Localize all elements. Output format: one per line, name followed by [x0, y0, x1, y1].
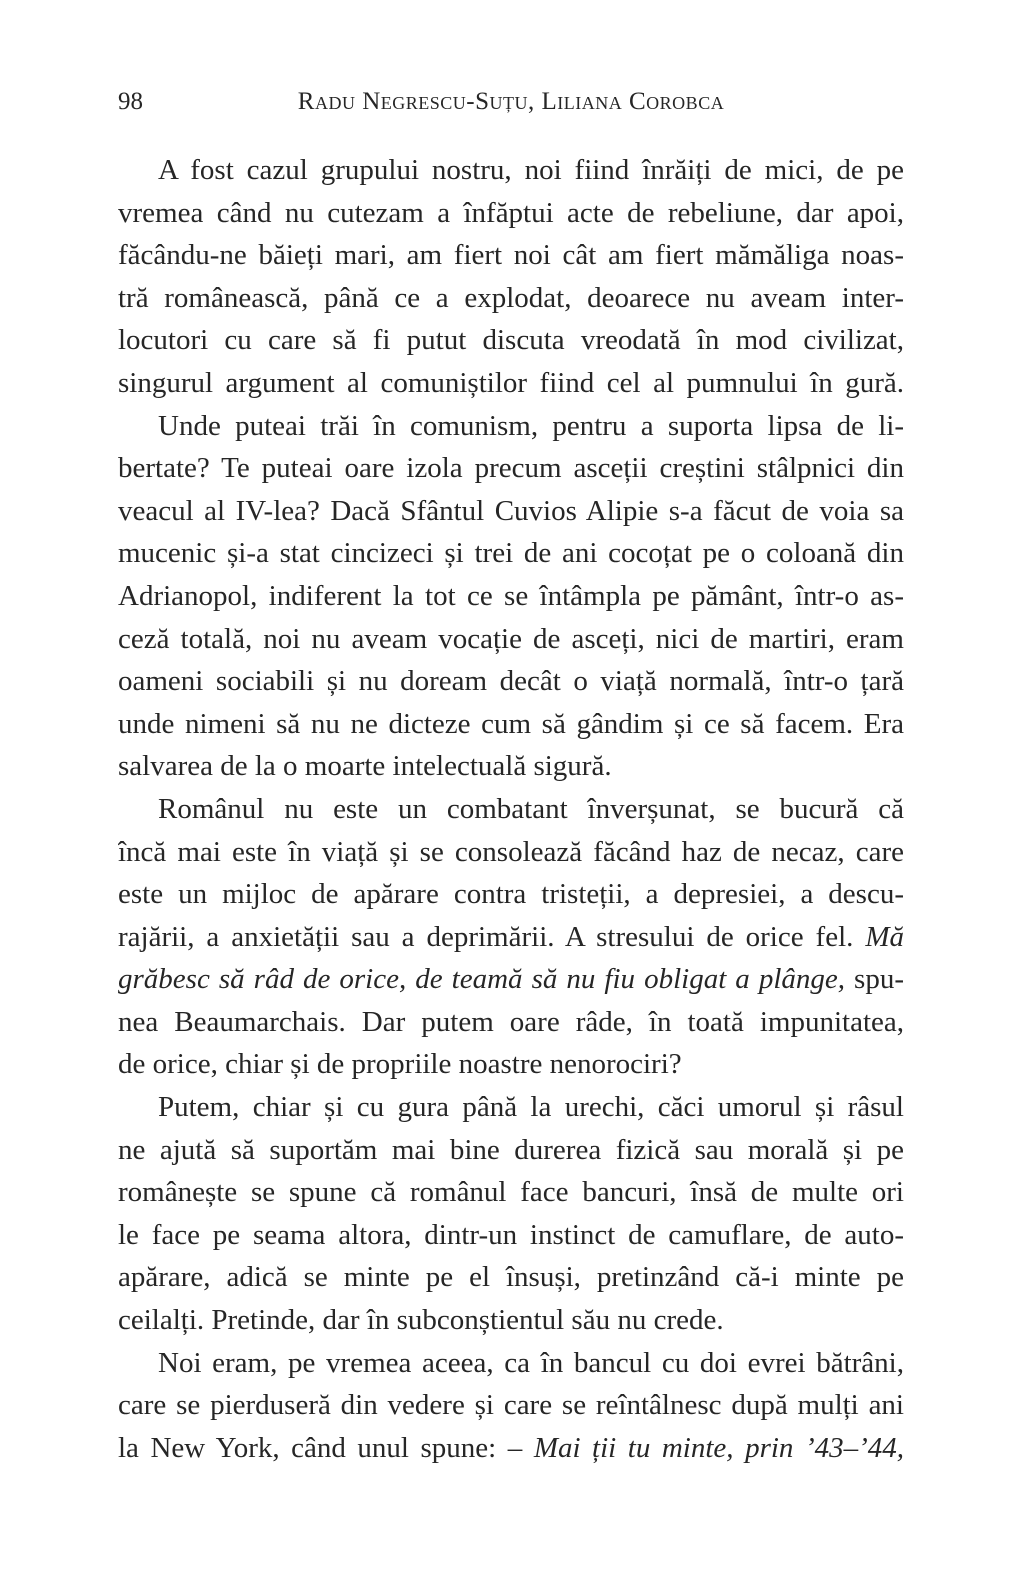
text-line: unde nimeni să nu ne dicteze cum să gândim și ce să facem. Era: [118, 707, 904, 740]
paragraph: [118, 405, 904, 788]
text-segment: la New York, când unul spune: –: [118, 1431, 523, 1464]
text-line: nea Beaumarchais. Dar putem oare râde, în toată impunitatea,: [118, 1005, 904, 1038]
paragraph: [118, 1086, 904, 1342]
text-line: singurul argument al comuniștilor fiind cel al pumnului în gură.: [118, 366, 904, 399]
running-head: Radu Negrescu-Suțu, Liliana Corobca: [297, 88, 725, 115]
text-line: vremea când nu cutezam a înfăptui acte de rebeliune, dar apoi,: [118, 196, 904, 229]
text-line: Putem, chiar și cu gura până la urechi, căci umorul și râsul: [158, 1091, 904, 1124]
text-line: mucenic și-a stat cincizeci și trei de ani cocoțat pe o coloană din: [118, 537, 904, 570]
text-line: ceilalți. Pretinde, dar în subconștientul său nu crede.: [118, 1304, 724, 1337]
text-line: Adrianopol, indiferent la tot ce se întâmpla pe pământ, într-o as-: [118, 579, 904, 612]
text-line: locutori cu care să fi putut discuta vreodată în mod civilizat,: [118, 324, 904, 357]
italic-text: grăbesc să râd de orice, de teamă să nu fiu obligat a plânge,: [118, 963, 846, 996]
body-text: [118, 149, 904, 1469]
text-line: făcându-ne băieți mari, am fiert noi cât am fiert mămăliga noas-: [118, 239, 904, 272]
text-line: românește se spune că românul face bancuri, însă de multe ori: [118, 1176, 904, 1209]
paragraph: [118, 1342, 904, 1470]
paragraph: [118, 788, 904, 1086]
text-line: încă mai este în viață și se consolează făcând haz de necaz, care: [118, 835, 904, 868]
text-line: oameni sociabili și nu doream decât o viață normală, într-o țară: [118, 665, 904, 698]
text-line: ceză totală, noi nu aveam vocație de asceți, nici de martiri, eram: [118, 622, 904, 655]
text-line: veacul al IV-lea? Dacă Sfântul Cuvios Alipie s-a făcut de voia sa: [118, 494, 904, 527]
text-line: A fost cazul grupului nostru, noi fiind înrăiți de mici, de pe: [158, 154, 904, 186]
text-line: [118, 916, 904, 959]
text-line: bertate? Te puteai oare izola precum asceții creștini stâlpnici din: [118, 452, 904, 485]
text-line: este un mijloc de apărare contra tristeții, a depresiei, a descu-: [118, 878, 904, 911]
text-line: Noi eram, pe vremea aceea, ca în bancul cu doi evrei bătrâni,: [158, 1346, 904, 1379]
italic-text: Mă: [865, 920, 904, 953]
text-line: salvarea de la o moarte intelectuală sigură.: [118, 750, 612, 783]
text-line: Unde puteai trăi în comunism, pentru a suporta lipsa de li-: [158, 409, 904, 442]
text-line: le face pe seama altora, dintr-un instinct de camuflare, de auto-: [118, 1218, 904, 1251]
paragraph: [118, 149, 904, 405]
text-line: tră românească, până ce a explodat, deoarece nu aveam inter-: [118, 281, 904, 314]
text-line: de orice, chiar și de propriile noastre nenorociri?: [118, 1048, 682, 1081]
text-line: [118, 1427, 904, 1470]
page-number: 98: [118, 88, 143, 115]
text-segment: rajării, a anxietății sau a deprimării. A stresului de orice fel.: [118, 920, 854, 953]
italic-text: Mai ții tu minte, prin ’43–’44,: [522, 1431, 904, 1464]
text-line: ne ajută să suportăm mai bine durerea fizică sau morală și pe: [118, 1133, 904, 1166]
text-line: Românul nu este un combatant înverșunat, se bucură că: [158, 792, 904, 825]
text-line: [118, 958, 904, 1001]
text-line: care se pierduseră din vedere și care se reîntâlnesc după mulți ani: [118, 1389, 904, 1422]
text-line: apărare, adică se minte pe el însuși, pretinzând că-i minte pe: [118, 1261, 904, 1294]
page-header: [118, 82, 904, 122]
text-segment: spu-: [845, 963, 904, 996]
